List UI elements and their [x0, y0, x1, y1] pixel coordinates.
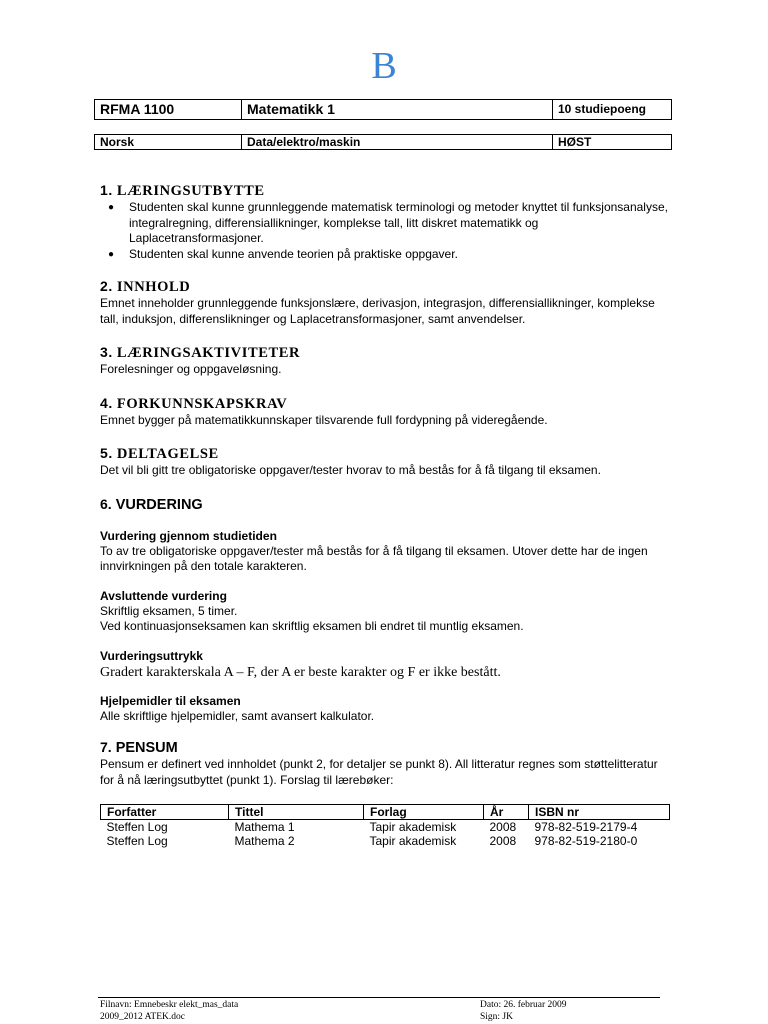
section-text: To av tre obligatoriske oppgaver/tester må bestås for å få tilgang til eksamen. Utover dette har de ingen innvirkningen på den totale karakteren.: [100, 543, 648, 573]
table-cell: 2008: [489, 834, 517, 848]
section-number: 3.: [100, 344, 113, 360]
section-text: Det vil bli gitt tre obligatoriske oppgaver/tester hvorav to må bestås for å få tilgang til eksamen.: [100, 463, 601, 477]
section-number: 5.: [100, 445, 113, 461]
column-header: År: [484, 805, 529, 820]
column-header: ISBN nr: [529, 805, 670, 820]
table-cell: Steffen Log: [106, 820, 168, 834]
section-heading-5: [100, 444, 670, 463]
table-cell: Tapir akademisk: [369, 820, 457, 834]
section-text: Alle skriftlige hjelpemidler, samt avansert kalkulator.: [100, 708, 375, 723]
course-title: Matematikk 1: [242, 100, 553, 120]
table-cell: Mathema 2: [234, 834, 295, 848]
section-heading-7: [100, 738, 670, 757]
course-program: Data/elektro/maskin: [242, 135, 553, 150]
subheading: Vurderingsuttrykk: [100, 648, 203, 663]
section-text: Skriftlig eksamen, 5 timer.: [100, 603, 238, 618]
footer-divider: [98, 997, 660, 998]
section-text: Emnet bygger på matematikkunnskaper tilsvarende full fordypning på videregående.: [100, 412, 548, 427]
section-title: VURDERING: [115, 496, 203, 513]
section-text: Gradert karakterskala A – F, der A er beste karakter og F er ikke bestått.: [100, 664, 501, 680]
table-row: [101, 820, 670, 835]
section-text: Forelesninger og oppgaveløsning.: [100, 362, 282, 376]
section-text: Ved kontinuasjonseksamen kan skriftlig eksamen bli endret til muntlig eksamen.: [100, 619, 524, 633]
table-cell: Mathema 1: [234, 820, 295, 834]
table-header-row: [101, 805, 670, 820]
list-item: ● Studenten skal kunne grunnleggende matematisk terminologi og metoder knyttet til funksjonsanalyse, integralregning, differensiallikninger, komplekse tall, litt diskret matematikk og Laplacetransformasjoner.: [100, 200, 670, 247]
list-item: ● Studenten skal kunne anvende teorien på praktiske oppgaver.: [100, 247, 670, 263]
table-cell: 978-82-519-2180-0: [534, 834, 638, 848]
learning-outcomes-list: [100, 200, 670, 262]
table-row: [101, 834, 670, 848]
section-number: 4.: [100, 394, 113, 411]
course-code: RFMA 1100: [95, 100, 242, 120]
course-semester: HØST: [553, 135, 672, 150]
course-credits: 10 studiepoeng: [553, 100, 672, 120]
section-heading-2: [100, 277, 670, 296]
column-header: Forfatter: [101, 805, 229, 820]
section-text: Emnet inneholder grunnleggende funksjonslære, derivasjon, integrasjon, differensiallikninger, komplekse tall, induksjon, differenslikninger og Laplacetransformasjoner, samt anvendelser.: [100, 296, 655, 326]
table-cell: Steffen Log: [106, 834, 168, 848]
subheading: Hjelpemidler til eksamen: [100, 693, 241, 708]
footer-date: Dato: 26. februar 2009: [480, 1000, 567, 1010]
table-cell: 978-82-519-2179-4: [534, 820, 638, 834]
section-number: 6.: [100, 495, 112, 512]
section-number: 1.: [100, 182, 113, 198]
subheading: Avsluttende vurdering: [100, 588, 227, 603]
footer-sign: Sign: JK: [480, 1012, 513, 1022]
document-body: [100, 181, 670, 848]
section-number: 2.: [100, 278, 113, 294]
table-cell: Tapir akademisk: [369, 834, 457, 848]
section-number: 7.: [100, 739, 112, 755]
section-title: DELTAGELSE: [116, 446, 219, 462]
section-heading-6: [100, 495, 670, 514]
column-header: Tittel: [229, 805, 364, 820]
section-title: LÆRINGSAKTIVITETER: [116, 345, 301, 361]
section-heading-4: [100, 394, 670, 413]
course-language: Norsk: [95, 135, 242, 150]
section-title: INNHOLD: [116, 279, 191, 295]
table-cell: 2008: [489, 820, 517, 834]
textbook-table: [100, 804, 670, 848]
footer-filename-line2: 2009_2012 ATEK.doc: [100, 1012, 185, 1022]
section-heading-1: [100, 181, 670, 200]
course-header-table: [94, 99, 672, 120]
section-text: Pensum er definert ved innholdet (punkt 2, for detaljer se punkt 8). All litteratur regnes som støttelitteratur for å nå læringsutbyttet (punkt 1). Forslag til lærebøker:: [100, 757, 658, 787]
section-heading-3: [100, 343, 670, 362]
logo: B: [371, 45, 397, 87]
section-title: PENSUM: [115, 740, 178, 756]
course-info-table: [94, 134, 672, 150]
section-title: FORKUNNSKAPSKRAV: [116, 395, 288, 412]
subheading: Vurdering gjennom studietiden: [100, 528, 277, 543]
footer-filename-line1: Filnavn: Emnebeskr elekt_mas_data: [100, 1000, 239, 1010]
section-title: LÆRINGSUTBYTTE: [116, 183, 265, 199]
column-header: Forlag: [364, 805, 484, 820]
